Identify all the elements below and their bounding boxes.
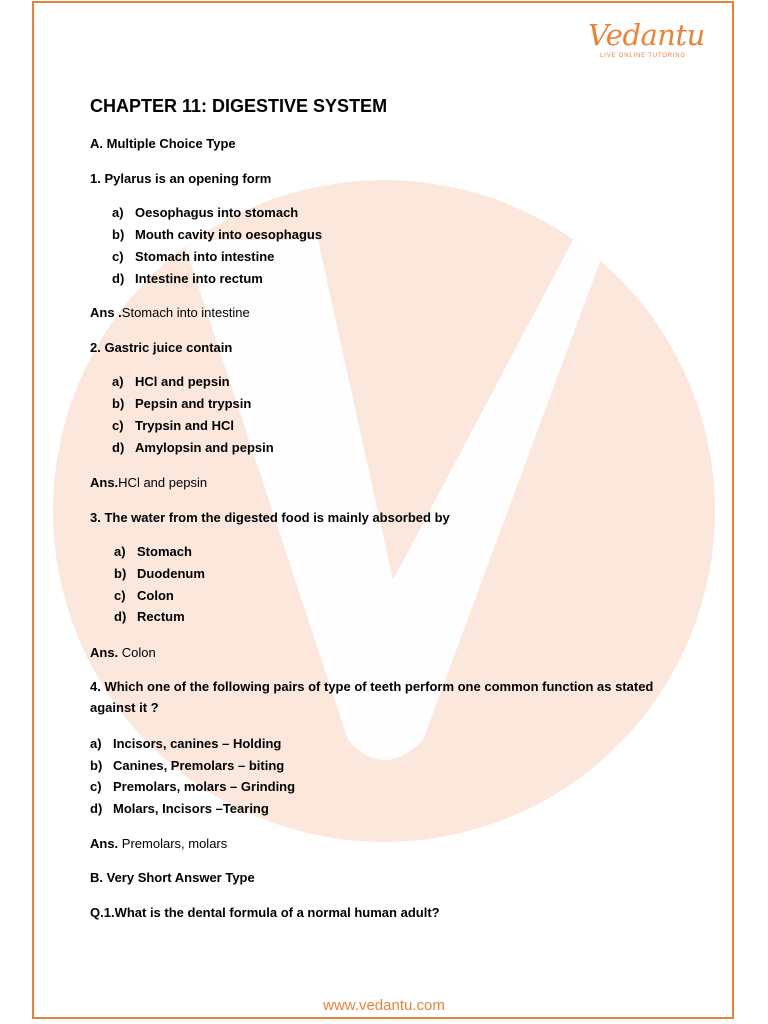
brand-tagline: LIVE ONLINE TUTORING (600, 53, 686, 59)
option-text: Incisors, canines – Holding (113, 736, 282, 751)
option-letter: c) (90, 779, 102, 794)
answer-text: Premolars, molars (118, 836, 228, 851)
page-title: CHAPTER 11: DIGESTIVE SYSTEM (90, 96, 388, 116)
option-letter: b) (114, 566, 127, 581)
option-text: Trypsin and HCl (135, 418, 234, 433)
question-4-line-1: 4. Which one of the following pairs of type of teeth perform one common function as stated (90, 679, 654, 694)
question-2: 2. Gastric juice contain (90, 340, 233, 355)
question-3: 3. The water from the digested food is mainly absorbed by (90, 510, 450, 525)
answer-text: HCl and pepsin (118, 475, 208, 490)
option-text: Premolars, molars – Grinding (113, 779, 296, 794)
option-letter: b) (90, 758, 103, 773)
footer-url[interactable]: www.vedantu.com (323, 997, 445, 1014)
option-text: Colon (137, 588, 174, 603)
answer-4 (90, 836, 227, 852)
option-letter: a) (90, 736, 102, 751)
option-letter: b) (112, 396, 125, 411)
answer-label: Ans. (90, 645, 119, 660)
answer-text: Stomach into intestine (121, 305, 250, 320)
option-text: Pepsin and trypsin (135, 396, 252, 411)
option-text: Stomach into intestine (135, 249, 275, 264)
question-1: 1. Pylarus is an opening form (90, 171, 272, 186)
option-letter: c) (112, 418, 124, 433)
option-text: Oesophagus into stomach (135, 205, 299, 220)
option-text: Amylopsin and pepsin (135, 440, 274, 455)
option-text: Intestine into rectum (135, 271, 263, 286)
option-letter: c) (112, 249, 124, 264)
option-letter: d) (112, 440, 125, 455)
option-text: Duodenum (137, 566, 205, 581)
answer-label: Ans . (90, 305, 122, 320)
section-a-heading: A. Multiple Choice Type (90, 136, 236, 151)
answer-label: Ans. (90, 836, 119, 851)
option-text: Rectum (137, 609, 185, 624)
option-letter: b) (112, 227, 125, 242)
option-letter: d) (90, 801, 103, 816)
answer-1 (90, 305, 250, 321)
option-text: HCl and pepsin (135, 374, 230, 389)
option-text: Mouth cavity into oesophagus (135, 227, 323, 242)
option-letter: d) (114, 609, 127, 624)
short-question-1: Q.1.What is the dental formula of a normal human adult? (90, 905, 440, 920)
brand-logo (588, 18, 705, 60)
option-letter: a) (114, 544, 126, 559)
option-text: Stomach (137, 544, 192, 559)
answer-3 (90, 645, 156, 661)
section-b-heading: B. Very Short Answer Type (90, 870, 255, 885)
option-text: Molars, Incisors –Tearing (113, 801, 269, 816)
question-4-line-2: against it ? (90, 700, 159, 715)
option-text: Canines, Premolars – biting (113, 758, 285, 773)
option-letter: a) (112, 374, 124, 389)
option-letter: a) (112, 205, 124, 220)
answer-2 (90, 475, 207, 491)
brand-name: Vedantu (588, 18, 705, 52)
option-letter: c) (114, 588, 126, 603)
answer-text: Colon (118, 645, 156, 660)
answer-label: Ans. (90, 475, 119, 490)
option-letter: d) (112, 271, 125, 286)
